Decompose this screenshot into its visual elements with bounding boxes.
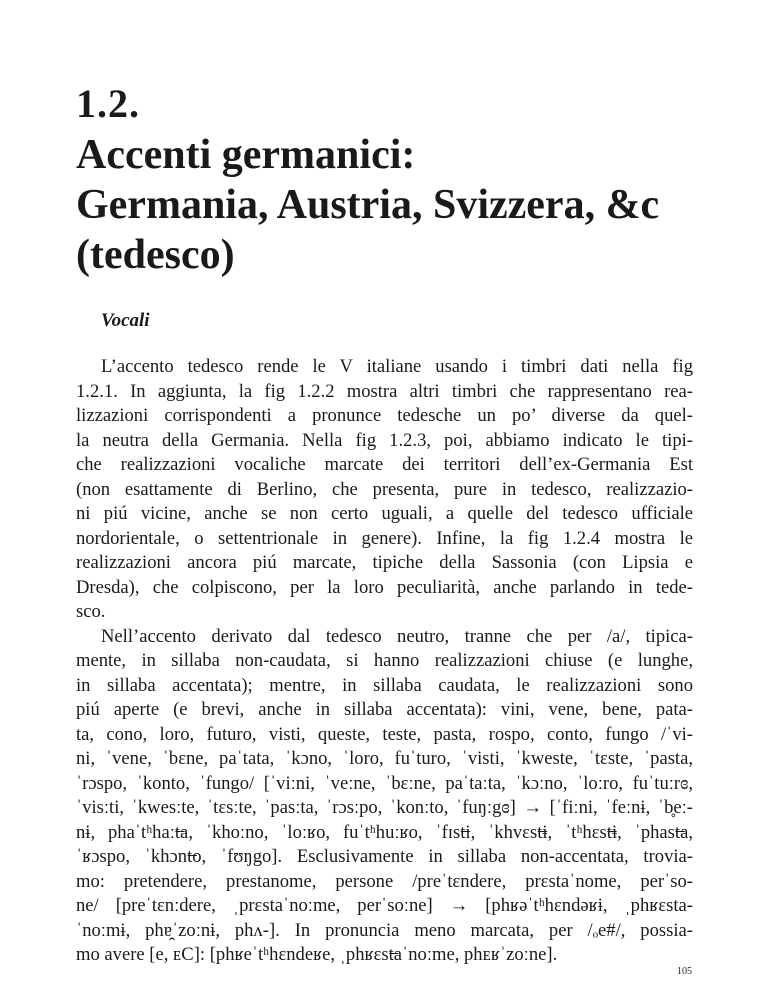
chapter-title [76,130,716,280]
text-line: ˈʁɔspo, ˈkhɔnt̶o, ˈfʊŋgo]. Esclusivamente in sillaba non-accentata, trovia- [76,846,693,867]
text-line: realizzazioni ancora piú marcate, tipiche della Sassonia (con Lipsia e [76,552,693,573]
text-line: piú aperte (e brevi, anche in sillaba accentata): vini, vene, bene, pata- [76,699,693,720]
text-line: che realizzazioni vocaliche marcate dei territori dell’ex-Germania Est [76,454,693,475]
title-line: Accenti germanici: [76,132,416,178]
text-line: ni piú vicine, anche se non certo uguali, a quelle del tedesco ufficiale [76,503,693,524]
text-line: ta, cono, loro, futuro, visti, queste, teste, pasta, rospo, conto, fungo /ˈvi- [76,723,693,745]
text-line: mo: pretendere, prestanome, persone /preˈtɛndere, prɛstaˈnome, perˈso- [76,870,693,892]
section-number: 1.2. [76,81,140,126]
text-line: ˈvisːti, ˈkwesːte, ˈtɛsːte, ˈpasːta, ˈrɔsːpo, ˈkonːto, ˈfuŋːgɞ] → [ˈfiːni, ˈfeːnɨ, ˈb̥eː- [76,797,693,818]
body-text [76,355,693,968]
text-line: L’accento tedesco rende le V italiane usando i timbri dati nella fig [101,356,693,377]
title-line: (tedesco) [76,232,235,278]
paragraph [76,355,693,625]
text-line: nordorientale, o settentrionale in genere). Infine, la fig 1.2.4 mostra le [76,527,693,549]
text-line: mo avere [e, ᴇC]: [phʁeˈtʰhɛndeʁe, ˌphʁɛst̶aˈnoːme, phᴇʁˈzoːne]. [76,944,558,965]
text-line: 1.2.1. In aggiunta, la fig 1.2.2 mostra altri timbri che rappresentano rea- [76,380,693,402]
paragraph [76,625,693,968]
text-line: la neutra della Germania. Nella fig 1.2.3, poi, abbiamo indicato le tipi- [76,429,693,451]
text-line: ni, ˈvene, ˈbɛne, paˈtata, ˈkɔno, ˈloro, fuˈturo, ˈvisti, ˈkweste, ˈtɛste, ˈpasta, [76,748,693,769]
text-line: ˈnoːmɨ, phɐ̯ˈzoːnɨ, phʌ-]. In pronuncia meno marcata, per /ₒe#/, possia- [76,919,693,941]
text-line: lizzazioni corrispondenti a pronunce tedesche un po’ diverse da quel- [76,405,693,426]
page-number: 105 [677,966,692,977]
text-line: Nell’accento derivato dal tedesco neutro, tranne che per /a/, tipica- [101,625,693,647]
title-line: Germania, Austria, Svizzera, &c [76,182,660,228]
text-line: nɨ, phaˈtʰhaːt̶a, ˈkhoːno, ˈloːʁo, fuˈtʰhuːʁo, ˈfɪst̶i, ˈkhvɛst̶ɨ, ˈtʰhɛst̶ɨ, ˈphast̶a, [76,821,693,843]
text-line: in sillaba accentata); mentre, in sillaba caudata, le realizzazioni sono [76,674,693,696]
text-line: ne/ [preˈtɛnːdere, ˌprɛstaˈnoːme, perˈsoːne] → [phʁəˈtʰhɛndəʁɨ, ˌphʁɛsta- [76,895,693,916]
subheading: Vocali [101,310,150,331]
text-line: (non esattamente di Berlino, che presenta, pure in tedesco, realizzazio- [76,478,693,500]
text-line: Dresda), che colpiscono, per la loro peculiarità, anche parlando in tede- [76,576,693,598]
text-line: ˈrɔspo, ˈkonto, ˈfungo/ [ˈviːni, ˈveːne, ˈbɛːne, paˈtaːta, ˈkɔːno, ˈloːro, fuˈtuːrɞ, [76,772,693,794]
text-line: sco. [76,601,106,622]
text-line: mente, in sillaba non-caudata, si hanno realizzazioni chiuse (e lunghe, [76,650,693,671]
